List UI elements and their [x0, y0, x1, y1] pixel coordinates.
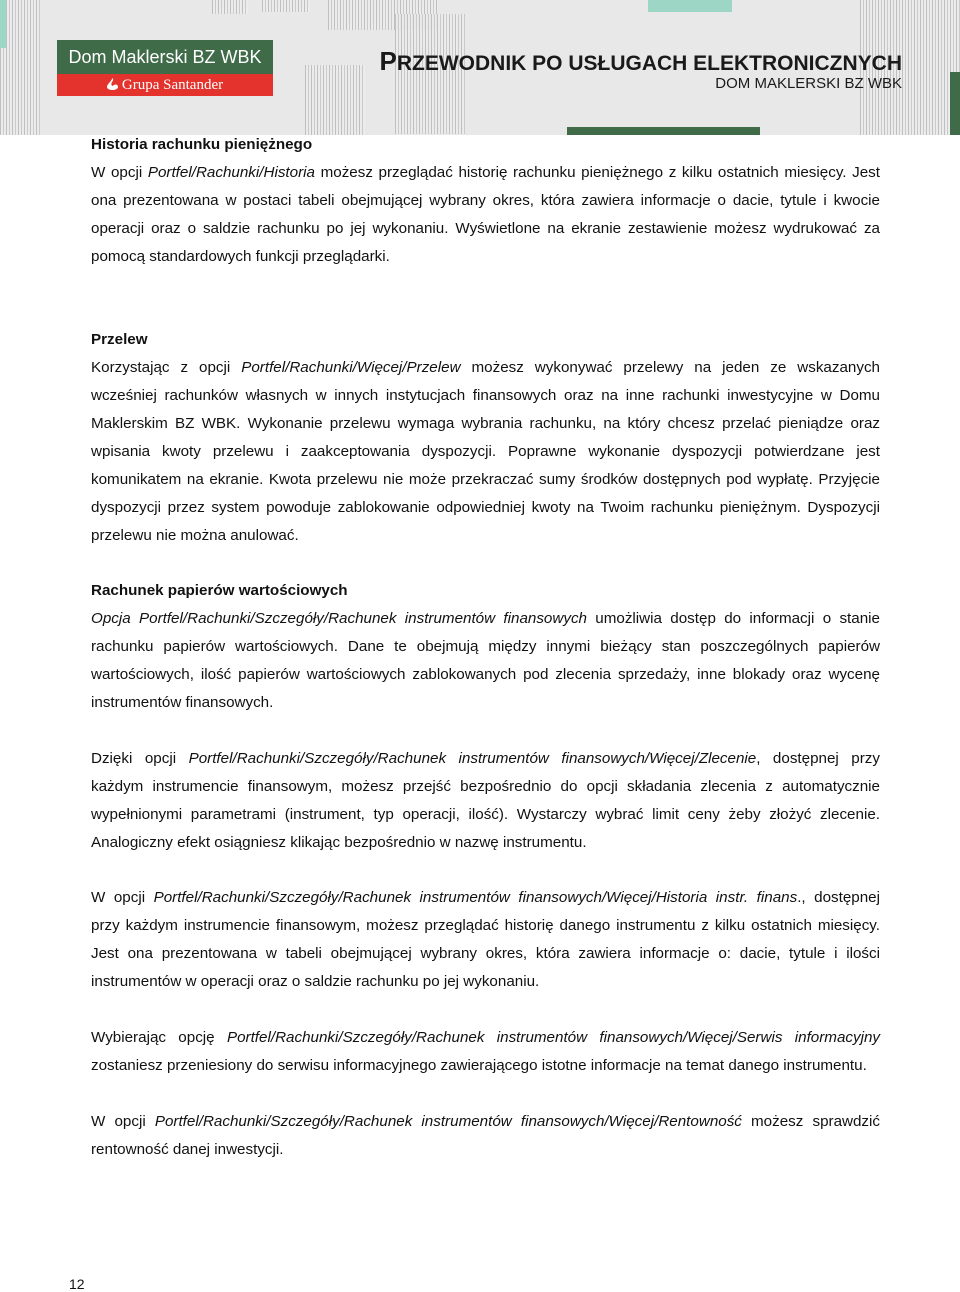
guide-subtitle: DOM MAKLERSKI BZ WBK [715, 75, 902, 92]
paragraph: W opcji Portfel/Rachunki/Historia możesz przeglądać historię rachunku pieniężnego z kilku ostatnich miesięcy. Jest ona prezentowana w postaci tabeli obejmującej wybrany okres, która zawiera informacje o dacie, tytule i kwocie operacji oraz o saldzie rachunku po jej wykonaniu. Wyświetlone na ekranie zestawienie możesz wydrukować za pomocą standardowych funkcji przeglądarki. [91, 163, 880, 265]
document-body [91, 131, 880, 1163]
paragraph: W opcji Portfel/Rachunki/Szczegóły/Rachunek instrumentów finansowych/Więcej/Historia instr. finans., dostępnej przy każdym instrumencie finansowym, możesz przeglądać historię danego instrumentu z kilku ostatnich miesięcy. Jest ona prezentowana w tabeli obejmującej wybrany okres, która zawiera informacje o: dacie, tytule i ilości instrumentów w operacji oraz o saldzie rachunku po jej wykonaniu. [91, 889, 880, 991]
paragraph: W opcji Portfel/Rachunki/Szczegóły/Rachunek instrumentów finansowych/Więcej/Rentowność możesz sprawdzić rentowność danej inwestycji. [91, 1112, 880, 1158]
santander-flame-icon [107, 78, 118, 90]
logo-group-bar [57, 74, 273, 96]
decorative-barcode [212, 0, 248, 14]
decorative-barcode [305, 65, 365, 135]
paragraph: Opcja Portfel/Rachunki/Szczegóły/Rachunek instrumentów finansowych umożliwia dostęp do informacji o stanie rachunku papierów wartościowych. Dane te obejmują między innymi bieżący stan poszczególnych papierów wartościowych, ilość papierów wartościowych zablokowanych pod zlecenia sprzedaży, inne blokady oraz wycenę instrumentów finansowych. [91, 610, 880, 712]
menu-path: Portfel/Rachunki/Więcej/Przelew [241, 359, 461, 377]
menu-path: Portfel/Rachunki/Historia [147, 163, 315, 181]
brand-logo [57, 40, 273, 96]
page-header [0, 0, 960, 135]
menu-path: Portfel/Rachunki/Szczegóły/Rachunek instrumentów finansowych/Więcej/Serwis informacyjny [226, 1028, 880, 1046]
decorative-barcode [262, 0, 310, 12]
decorative-accent [0, 0, 6, 48]
paragraph: Dzięki opcji Portfel/Rachunki/Szczegóły/Rachunek instrumentów finansowych/Więcej/Zlecenie, dostępnej przy każdym instrumencie finansowym, możesz przejść bezpośrednio do opcji składania zlecenia z automatycznie wypełnionymi parametrami (instrument, typ operacji, ilość). Wystarczy wybrać limit ceny żeby złożyć zlecenie. Analogiczny efekt osiągniesz klikając bezpośrednio w nazwę instrumentu. [91, 749, 880, 851]
menu-path: Portfel/Rachunki/Szczegóły/Rachunek instrumentów finansowych/Więcej/Zlecenie [188, 749, 757, 767]
paragraph: Korzystając z opcji Portfel/Rachunki/Więcej/Przelew możesz wykonywać przelewy na jeden ze wskazanych wcześniej rachunków własnych w innych instytucjach finansowych oraz na inne rachunki inwestycyjne w Domu Maklerskim BZ WBK. Wykonanie przelewu wymaga wybrania rachunku, na który chcesz przelać pieniądze oraz wpisania kwoty przelewu i zaakceptowania dyspozycji. Poprawne wykonanie dyspozycji potwierdzane jest komunikatem na ekranie. Kwota przelewu nie może przekraczać sumy środków dostępnych pod wypłatę. Przyjęcie dyspozycji przez system powoduje zablokowanie odpowiedniej kwoty na Twoim rachunku pieniężnym. Dyspozycji przelewu nie można anulować. [91, 359, 880, 544]
section-heading-przelew: Przelew [91, 331, 148, 349]
decorative-stripe [950, 72, 960, 135]
menu-path: Portfel/Rachunki/Szczegóły/Rachunek instrumentów finansowych/Więcej/Historia instr. finans [153, 889, 798, 907]
decorative-barcode [0, 0, 40, 135]
guide-title: PRZEWODNIK PO USŁUGACH ELEKTRONICZNYCH [379, 46, 902, 76]
menu-path: Portfel/Rachunki/Szczegóły/Rachunek instrumentów finansowych/Więcej/Rentowność [154, 1112, 742, 1130]
paragraph: Wybierając opcję Portfel/Rachunki/Szczegóły/Rachunek instrumentów finansowych/Więcej/Serwis informacyjny zostaniesz przeniesiony do serwisu informacyjnego zawierającego istotne informacje na temat danego instrumentu. [91, 1028, 880, 1074]
section-heading-papiery: Rachunek papierów wartościowych [91, 582, 348, 600]
logo-group-name: Grupa Santander [121, 77, 224, 93]
decorative-accent [648, 0, 732, 12]
page-number: 12 [69, 1276, 85, 1292]
logo-wordmark: Dom Maklerski BZ WBK [57, 40, 273, 74]
menu-path: Opcja Portfel/Rachunki/Szczegóły/Rachunek instrumentów finansowych [91, 610, 587, 628]
section-heading-historia: Historia rachunku pieniężnego [91, 136, 313, 153]
